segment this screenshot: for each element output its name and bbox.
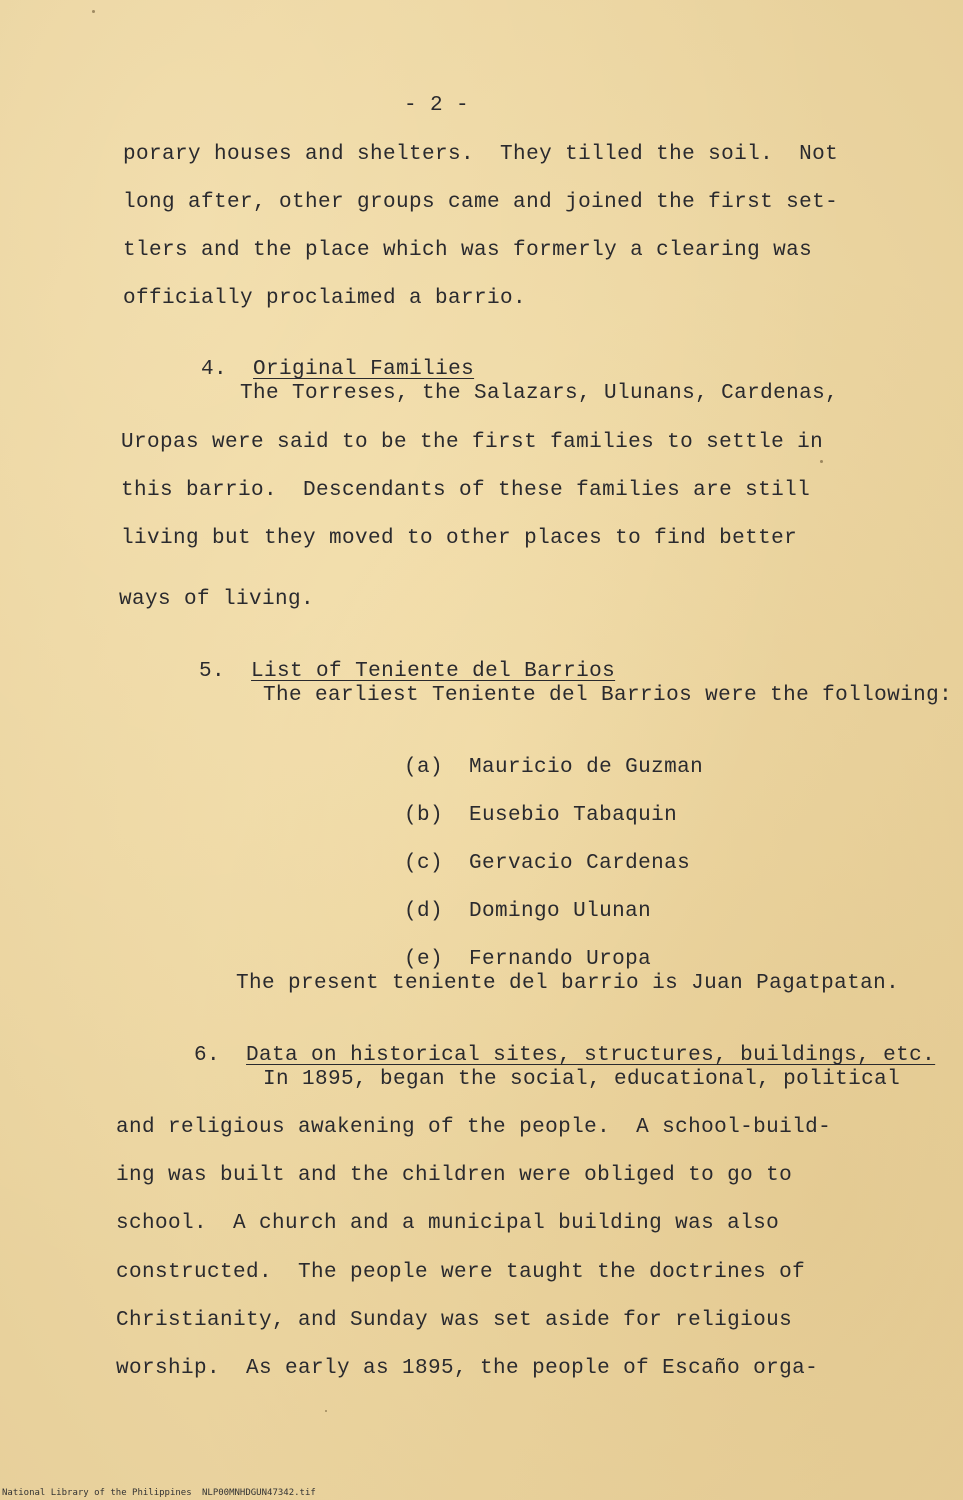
text-line: living but they moved to other places to find better bbox=[121, 527, 798, 550]
text-line: ways of living. bbox=[119, 588, 315, 611]
section-number: 4. bbox=[201, 358, 228, 381]
list-item-name: Eusebio Tabaquin bbox=[469, 804, 678, 827]
list-item-name: Domingo Ulunan bbox=[469, 900, 652, 923]
text-line: In 1895, began the social, educational, political bbox=[263, 1068, 901, 1091]
text-line: The Torreses, the Salazars, Ulunans, Cardenas, bbox=[240, 382, 839, 405]
text-line: ing was built and the children were obliged to go to bbox=[116, 1164, 793, 1187]
section-number: 6. bbox=[194, 1044, 221, 1067]
paper-speck bbox=[325, 1410, 327, 1412]
text-line: and religious awakening of the people. A school-build- bbox=[116, 1116, 832, 1139]
text-line: Christianity, and Sunday was set aside for religious bbox=[116, 1309, 793, 1332]
list-item-label: (b) bbox=[404, 804, 444, 827]
footer-filename: NLP00MNHDGUN47342.tif bbox=[202, 1488, 316, 1498]
section-title: Original Families bbox=[253, 358, 475, 381]
list-item-name: Fernando Uropa bbox=[469, 948, 652, 971]
text-line: this barrio. Descendants of these families are still bbox=[121, 479, 811, 502]
list-item-label: (a) bbox=[404, 756, 444, 779]
list-item-label: (d) bbox=[404, 900, 444, 923]
section-title: Data on historical sites, structures, buildings, etc. bbox=[246, 1044, 936, 1067]
paper-speck bbox=[820, 460, 823, 463]
text-line: tlers and the place which was formerly a clearing was bbox=[123, 239, 813, 262]
text-line: long after, other groups came and joined the first set- bbox=[123, 191, 839, 214]
text-line: worship. As early as 1895, the people of Escaño orga- bbox=[116, 1357, 819, 1380]
text-line: officially proclaimed a barrio. bbox=[123, 287, 527, 310]
section-title: List of Teniente del Barrios bbox=[251, 660, 616, 683]
text-line: The present teniente del barrio is Juan Pagatpatan. bbox=[236, 972, 900, 995]
list-item-label: (e) bbox=[404, 948, 444, 971]
list-item-name: Gervacio Cardenas bbox=[469, 852, 691, 875]
text-line: constructed. The people were taught the doctrines of bbox=[116, 1261, 806, 1284]
text-line: school. A church and a municipal building was also bbox=[116, 1212, 780, 1235]
paper-speck bbox=[92, 10, 95, 13]
list-item-label: (c) bbox=[404, 852, 444, 875]
page-number: - 2 - bbox=[404, 94, 470, 117]
text-line: The earliest Teniente del Barrios were the following: bbox=[263, 684, 953, 707]
section-number: 5. bbox=[199, 660, 226, 683]
text-line: porary houses and shelters. They tilled the soil. Not bbox=[123, 143, 839, 166]
list-item-name: Mauricio de Guzman bbox=[469, 756, 704, 779]
footer-source: National Library of the Philippines bbox=[2, 1488, 192, 1498]
text-line: Uropas were said to be the first families to settle in bbox=[121, 431, 824, 454]
